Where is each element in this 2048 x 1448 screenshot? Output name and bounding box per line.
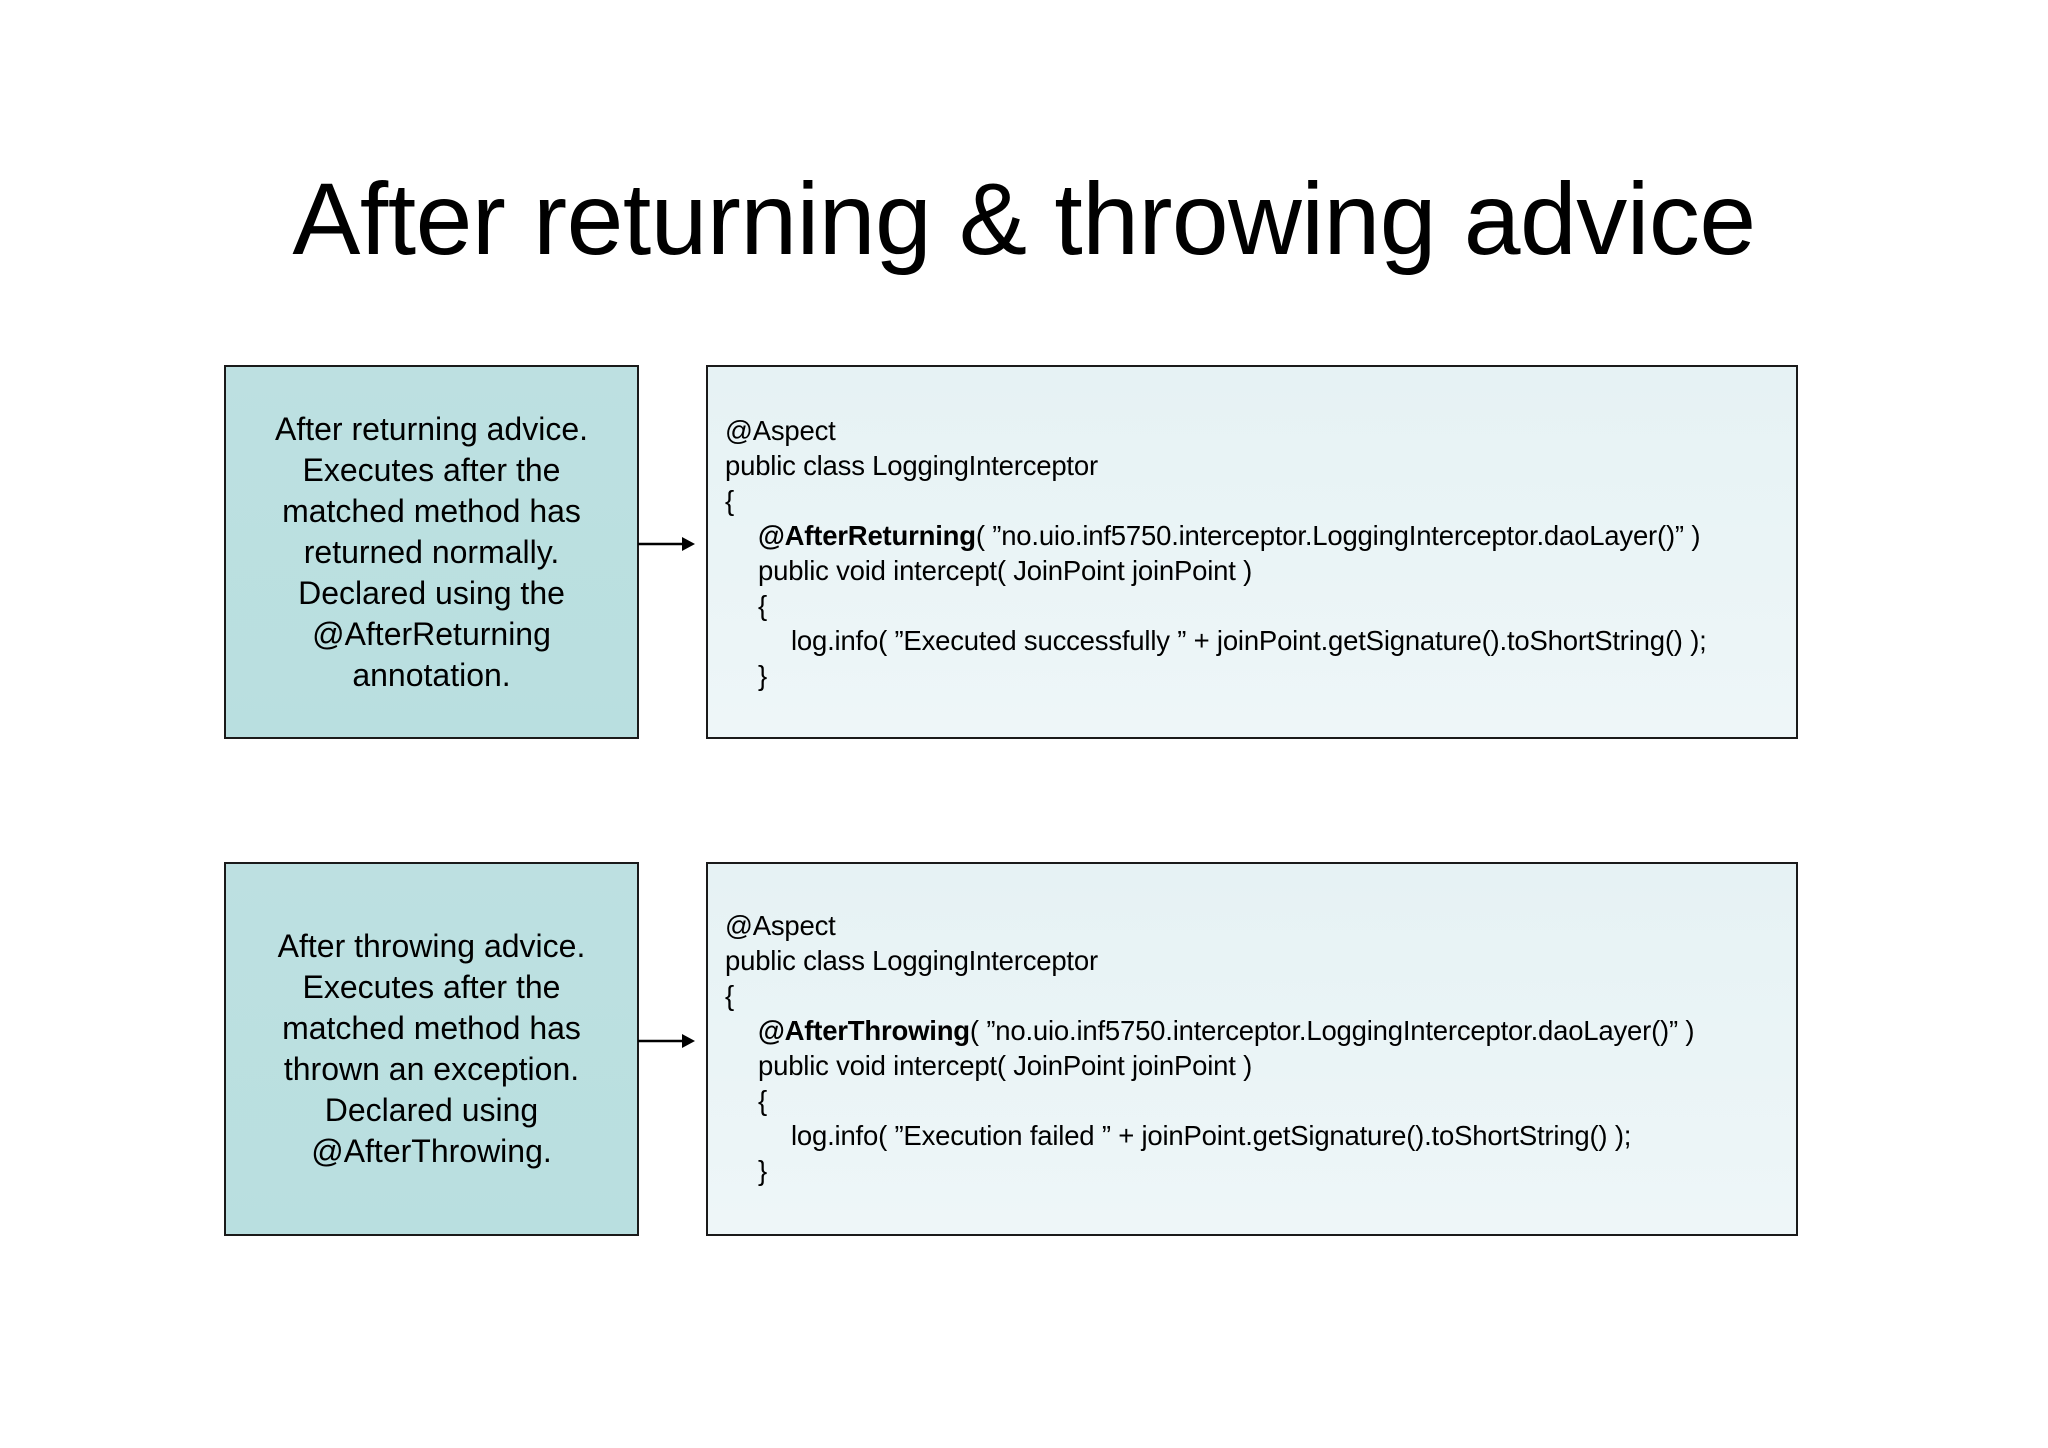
code-line: } xyxy=(758,1155,767,1186)
after-throwing-code-box xyxy=(706,862,1798,1236)
after-throwing-description: After throwing advice. Executes after the matched method has thrown an exception. Declared using @AfterThrowing. xyxy=(277,928,586,1169)
code-line: log.info( ”Executed successfully ” + joinPoint.getSignature().toShortString() ); xyxy=(791,625,1707,656)
code-line: log.info( ”Execution failed ” + joinPoint.getSignature().toShortString() ); xyxy=(791,1120,1632,1151)
code-line: { xyxy=(725,485,734,516)
after-throwing-description-box xyxy=(224,862,639,1236)
code-line: { xyxy=(758,590,767,621)
code-line: { xyxy=(725,980,734,1011)
code-line-annotation xyxy=(758,518,1700,553)
code-line: public class LoggingInterceptor xyxy=(725,450,1098,481)
after-throwing-arrow xyxy=(638,1030,696,1052)
slide-title: After returning & throwing advice xyxy=(292,162,1756,276)
code-line-annotation xyxy=(758,1013,1694,1048)
code-line: } xyxy=(758,660,767,691)
code-line: @Aspect xyxy=(725,910,836,941)
code-line: public void intercept( JoinPoint joinPoint ) xyxy=(758,555,1253,586)
after-returning-annotation: @AfterReturning xyxy=(758,520,976,551)
after-throwing-annotation: @AfterThrowing xyxy=(758,1015,970,1046)
after-returning-code-box xyxy=(706,365,1798,739)
code-line: public void intercept( JoinPoint joinPoint ) xyxy=(758,1050,1253,1081)
after-returning-description-box xyxy=(224,365,639,739)
code-line: @Aspect xyxy=(725,415,836,446)
code-line: public class LoggingInterceptor xyxy=(725,945,1098,976)
after-returning-arrow xyxy=(638,533,696,555)
after-returning-description: After returning advice. Executes after the matched method has returned normally. Declared using the @AfterReturning annotation. xyxy=(274,410,589,693)
annotation-args: ( ”no.uio.inf5750.interceptor.LoggingInterceptor.daoLayer()” ) xyxy=(969,1015,1695,1046)
code-line: { xyxy=(758,1085,767,1116)
annotation-args: ( ”no.uio.inf5750.interceptor.LoggingInterceptor.daoLayer()” ) xyxy=(975,520,1701,551)
